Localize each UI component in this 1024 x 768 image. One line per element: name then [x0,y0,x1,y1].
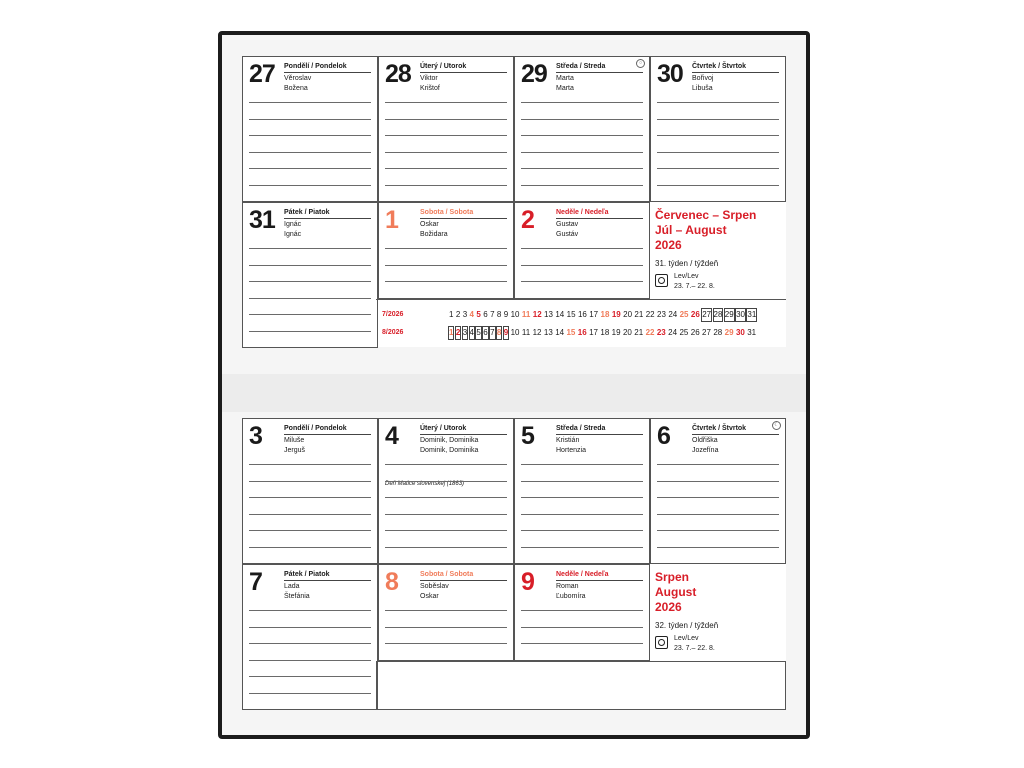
mini-calendar-day: 30 [735,328,745,337]
mini-calendar-day: 4 [469,328,474,337]
day-name: Čtvrtek / Štvrtok [692,425,747,432]
name-day: Marta [556,75,574,82]
name-day: Roman [556,583,579,590]
zodiac-dates: 23. 7.– 22. 8. [674,645,715,652]
writing-line [249,547,371,548]
day-number: 7 [249,568,262,596]
day-name: Neděle / Nedeľa [556,209,609,216]
writing-line [657,464,779,465]
mini-calendars [376,299,786,348]
name-days [692,74,713,93]
day-cell[interactable] [514,564,650,661]
lion-icon [655,636,668,649]
writing-line [657,102,779,103]
day-number: 31 [249,206,275,234]
name-days [420,436,478,455]
divider [556,580,643,581]
mini-calendar-day: 29 [724,310,734,319]
writing-line [249,693,371,694]
day-cell[interactable] [378,56,514,202]
writing-line [249,676,371,677]
mini-calendar-day: 12 [532,328,542,337]
moon-phase-icon: ○ [636,59,645,68]
name-day: Kristián [556,437,580,444]
month-sk: August [655,585,697,599]
mini-calendar-day: 31 [747,310,757,319]
writing-line [385,547,507,548]
name-days [556,436,586,455]
divider [556,72,643,73]
day-name: Sobota / Sobota [420,571,474,578]
day-number: 9 [521,568,534,596]
divider [284,72,371,73]
writing-line [385,643,507,644]
writing-line [385,152,507,153]
writing-line [249,481,371,482]
mini-calendar-day: 9 [503,310,509,319]
mini-calendar-day: 9 [503,328,509,337]
writing-line [249,643,371,644]
writing-line [249,298,371,299]
writing-line [385,119,507,120]
day-number: 5 [521,422,534,450]
lion-icon [655,274,668,287]
writing-line [521,547,643,548]
mini-calendar-day: 23 [656,328,666,337]
name-days [556,582,586,601]
week-number: 32. týden / týždeň [655,621,719,630]
writing-line [385,627,507,628]
mini-calendar-day: 16 [577,310,587,319]
zodiac-name: Lev/Lev [674,273,699,280]
page-gap [222,374,806,412]
writing-line [385,265,507,266]
name-days [420,74,440,93]
month-title [655,570,696,615]
day-cell[interactable] [378,202,514,299]
writing-line [249,314,371,315]
writing-line [657,152,779,153]
month-title [655,208,756,253]
mini-calendar-day: 6 [483,310,488,319]
weekly-planner [218,31,810,739]
mini-calendar-day: 7 [490,310,495,319]
zodiac-dates: 23. 7.– 22. 8. [674,283,715,290]
writing-line [657,547,779,548]
mini-calendar-day: 20 [622,328,632,337]
week-number: 31. týden / týždeň [655,259,719,268]
name-day: Soběslav [420,583,449,590]
writing-line [249,627,371,628]
mini-calendar-days [449,309,759,321]
name-day: Jerguš [284,446,306,454]
name-day: Dominik, Dominika [420,446,479,454]
day-number: 30 [657,60,683,88]
day-cell[interactable] [650,56,786,202]
writing-line [521,530,643,531]
mini-calendar-day: 11 [521,328,531,337]
name-day: Věroslav [284,75,312,82]
mini-calendar-day: 19 [611,328,621,337]
writing-line [249,185,371,186]
writing-line [249,248,371,249]
name-day: Marta [556,84,574,92]
mini-calendar-day: 2 [455,310,461,319]
writing-line [385,481,507,482]
mini-calendar-day: 26 [690,328,700,337]
writing-line [385,514,507,515]
mini-calendar-day: 29 [724,328,734,337]
writing-line [249,119,371,120]
day-number: 3 [249,422,262,450]
name-days [284,74,311,93]
writing-line [249,464,371,465]
name-days [420,220,448,239]
name-day: Lada [284,583,300,590]
day-cell[interactable] [242,56,378,202]
writing-line [521,643,643,644]
writing-line [249,497,371,498]
writing-line [249,281,371,282]
name-days [284,436,305,455]
mini-calendar-day: 14 [555,310,565,319]
writing-line [385,497,507,498]
divider [692,72,779,73]
mini-calendar-july [376,309,786,321]
writing-line [521,627,643,628]
name-day: Božena [284,84,308,92]
writing-line [521,135,643,136]
name-day: Štefánia [284,592,310,600]
mini-calendar-day: 28 [713,310,723,319]
mini-calendar-day: 28 [713,328,723,337]
writing-line [385,185,507,186]
writing-line [249,514,371,515]
divider [284,434,371,435]
mini-calendar-day: 27 [702,328,711,337]
mini-calendar-day: 18 [600,310,610,319]
day-name: Neděle / Nedeľa [556,571,609,578]
day-name: Pondělí / Pondelok [284,425,347,432]
name-days [556,74,574,93]
writing-line [249,168,371,169]
empty-notes-area [376,661,786,710]
mini-calendar-day: 15 [566,310,576,319]
day-cell[interactable] [242,564,378,710]
day-cell[interactable] [242,202,378,348]
name-days [556,220,578,239]
day-cell[interactable] [514,202,650,299]
mini-calendar-day: 11 [521,310,531,319]
week-32-page [242,418,786,710]
mini-calendar-day: 15 [566,328,576,337]
name-day: Ignác [284,230,302,238]
day-cell[interactable] [514,56,650,202]
name-day: Krištof [420,84,440,92]
name-day: Hortenzia [556,446,586,454]
mini-calendar-day: 14 [555,328,565,337]
writing-line [385,464,507,465]
mini-calendar-day: 19 [611,310,621,319]
mini-calendar-day: 25 [679,310,689,319]
writing-line [521,168,643,169]
day-number: 2 [521,206,534,234]
divider [420,580,507,581]
writing-line [385,168,507,169]
moon-phase-icon: ☾ [772,421,781,430]
mini-calendar-day: 5 [476,328,481,337]
day-number: 1 [385,206,398,234]
month-cz: Červenec – Srpen [655,208,757,222]
mini-calendar-day: 13 [544,310,553,319]
name-day: Oldřiška [692,437,718,444]
mini-calendar-days [449,327,759,339]
writing-line [249,610,371,611]
writing-line [657,497,779,498]
writing-line [521,185,643,186]
mini-calendar-day: 1 [449,328,454,337]
day-cell[interactable] [650,418,786,564]
day-name: Pátek / Piatok [284,571,330,578]
day-number: 6 [657,422,670,450]
month-info-cell [650,564,786,661]
name-day: Oskar [420,221,439,228]
zodiac-name: Lev/Lev [674,635,699,642]
writing-line [657,168,779,169]
day-cell[interactable] [378,564,514,661]
name-day: Gustav [556,221,579,228]
year: 2026 [655,600,682,614]
divider [420,72,507,73]
writing-line [657,481,779,482]
day-name: Středa / Streda [556,425,606,432]
month-sk: Júl – August [655,223,727,237]
day-name: Pondělí / Pondelok [284,63,347,70]
writing-line [249,331,371,332]
writing-line [521,497,643,498]
mini-calendar-day: 22 [645,328,655,337]
day-name: Pátek / Piatok [284,209,330,216]
writing-line [521,610,643,611]
writing-line [521,265,643,266]
mini-calendar-day: 30 [736,310,745,319]
writing-line [385,610,507,611]
mini-calendar-day: 24 [668,328,678,337]
mini-calendar-day: 12 [532,310,542,319]
writing-line [385,135,507,136]
divider [692,434,779,435]
day-cell[interactable] [514,418,650,564]
writing-line [249,152,371,153]
name-days [284,220,301,239]
day-number: 8 [385,568,398,596]
name-days [284,582,310,601]
mini-calendar-day: 4 [469,310,474,319]
mini-calendar-day: 18 [600,328,610,337]
mini-calendar-day: 23 [657,310,666,319]
week-31-page [242,56,786,347]
mini-calendar-day: 25 [679,328,689,337]
mini-calendar-august [376,327,786,339]
writing-line [249,265,371,266]
writing-line [385,102,507,103]
name-days [420,582,449,601]
day-cell[interactable] [378,418,514,564]
mini-calendar-day: 10 [510,310,520,319]
day-name: Středa / Streda [556,63,606,70]
mini-calendar-day: 17 [589,310,599,319]
divider [420,218,507,219]
mini-calendar-label: 7/2026 [382,311,404,318]
day-name: Sobota / Sobota [420,209,474,216]
writing-line [657,530,779,531]
mini-calendar-day: 22 [645,310,655,319]
day-number: 4 [385,422,398,450]
mini-calendar-day: 27 [702,310,712,319]
mini-calendar-day: 8 [496,328,502,337]
writing-line [657,514,779,515]
mini-calendar-day: 31 [747,328,757,337]
writing-line [521,281,643,282]
mini-calendar-day: 3 [462,328,468,337]
name-day: Viktor [420,75,438,82]
day-name: Úterý / Utorok [420,63,467,70]
mini-calendar-day: 21 [634,310,644,319]
writing-line [385,281,507,282]
day-name: Čtvrtek / Štvrtok [692,63,747,70]
mini-calendar-day: 21 [634,328,644,337]
mini-calendar-day: 6 [483,328,488,337]
writing-line [249,660,371,661]
mini-calendar-day: 7 [490,328,495,337]
name-day: Miluše [284,437,305,444]
writing-line [657,135,779,136]
month-cz: Srpen [655,570,690,584]
mini-calendar-day: 13 [543,328,553,337]
name-day: Gustáv [556,230,579,238]
name-day: Oskar [420,592,439,600]
divider [284,580,371,581]
day-number: 28 [385,60,411,88]
name-day: Jozefína [692,446,719,454]
mini-calendar-day: 20 [623,310,633,319]
mini-calendar-day: 2 [455,328,461,337]
divider [284,218,371,219]
mini-calendar-label: 8/2026 [382,329,404,336]
day-number: 29 [521,60,547,88]
mini-calendar-day: 8 [496,310,502,319]
day-name: Úterý / Utorok [420,425,467,432]
name-day: Bořivoj [692,75,714,82]
mini-calendar-day: 10 [510,328,520,337]
writing-line [521,119,643,120]
writing-line [521,481,643,482]
name-days [692,436,718,455]
writing-line [521,152,643,153]
writing-line [657,185,779,186]
year: 2026 [655,238,682,252]
writing-line [657,119,779,120]
mini-calendar-day: 17 [589,328,598,337]
writing-line [249,135,371,136]
day-cell[interactable] [242,418,378,564]
writing-line [521,514,643,515]
writing-line [521,464,643,465]
name-day: Ľubomíra [556,592,586,600]
writing-line [249,102,371,103]
name-day: Božidara [420,230,448,238]
holiday-note: Deň Matice slovenskej (1863) [385,481,465,487]
divider [556,434,643,435]
mini-calendar-day: 16 [577,328,587,337]
mini-calendar-day: 26 [690,310,700,319]
writing-line [249,530,371,531]
divider [556,218,643,219]
divider [420,434,507,435]
month-info-cell [650,202,786,299]
writing-line [521,248,643,249]
name-day: Ignác [284,221,302,228]
writing-line [385,248,507,249]
mini-calendar-day: 5 [476,310,481,319]
mini-calendar-day: 1 [449,310,454,319]
name-day: Dominik, Dominika [420,437,479,444]
writing-line [385,530,507,531]
mini-calendar-day: 24 [668,310,678,319]
day-number: 27 [249,60,275,88]
writing-line [521,102,643,103]
mini-calendar-day: 3 [462,310,468,319]
name-day: Libuša [692,84,713,92]
